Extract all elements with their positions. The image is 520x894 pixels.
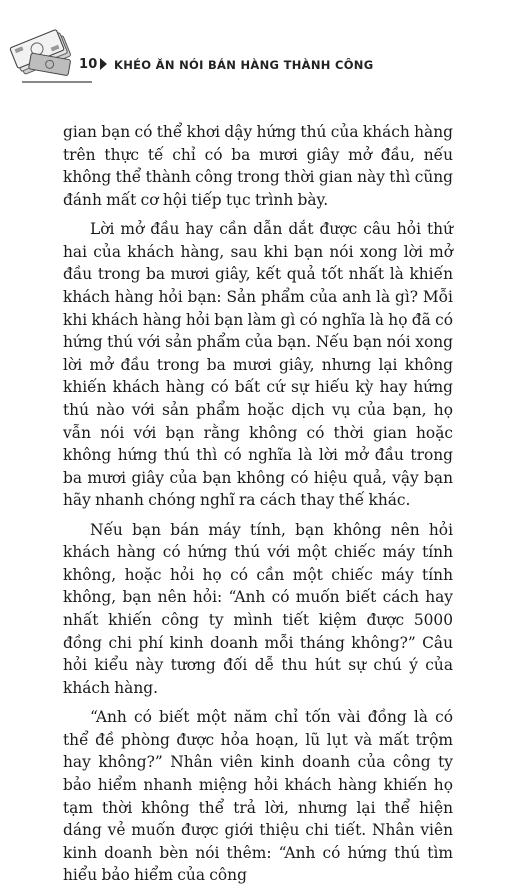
page-header (0, 0, 520, 104)
paragraph: Lời mở đầu hay cần dẫn dắt được câu hỏi thứ hai của khách hàng, sau khi bạn nói xong lời mở đầu trong ba mươi giây, kết quả tốt nhất là khiến khách hàng hỏi bạn: Sản phẩm của anh là gì? Mỗi khi khách hàng hỏi bạn làm gì có nghĩa là họ đã có hứng thú với sản phẩm của bạn. Nếu bạn nói xong lời mở đầu trong ba mươi giây, nhưng lại không khiến khách hàng có bất cứ sự hiếu kỳ hay hứng thú nào với sản phẩm hoặc dịch vụ của bạn, họ vẫn nói với bạn rằng không có thời gian hoặc không hứng thú thì có nghĩa là lời mở đầu trong ba mươi giây của bạn không có hiệu quả, vậy bạn hãy nhanh chóng nghĩ ra cách thay thế khác. (63, 220, 453, 510)
page-number: 10 (79, 57, 98, 72)
header-rule (22, 81, 92, 83)
page-body (63, 121, 453, 894)
play-triangle-icon (100, 58, 107, 70)
paragraph: “Anh có biết một năm chỉ tốn vài đồng là có thể đề phòng được hỏa hoạn, lũ lụt và mất trộm hay không?” Nhân viên kinh doanh của công ty bảo hiểm nhanh miệng hỏi khách hàng khiến họ tạm thời không thể trả lời, nhưng lại thể hiện dáng vẻ muốn được giới thiệu chi tiết. Nhân viên kinh doanh bèn nói thêm: “Anh có hứng thú tìm hiểu bảo hiểm của công (63, 708, 453, 885)
money-stack-icon (8, 22, 78, 84)
running-title: KHÉO ĂN NÓI BÁN HÀNG THÀNH CÔNG (114, 58, 374, 72)
paragraph: Nếu bạn bán máy tính, bạn không nên hỏi khách hàng có hứng thú với một chiếc máy tính không, hoặc hỏi họ có cần một chiếc máy tính không, bạn nên hỏi: “Anh có muốn biết cách hay nhất khiến công ty mình tiết kiệm được 5000 đồng chi phí kinh doanh mỗi tháng không?” Câu hỏi kiểu này tương đối dễ thu hút sự chú ý của khách hàng. (63, 520, 453, 697)
paragraph: gian bạn có thể khơi dậy hứng thú của khách hàng trên thực tế chỉ có ba mươi giây mở đầu, nếu không thể thành công trong thời gian này thì cũng đánh mất cơ hội tiếp tục trình bày. (63, 123, 453, 209)
